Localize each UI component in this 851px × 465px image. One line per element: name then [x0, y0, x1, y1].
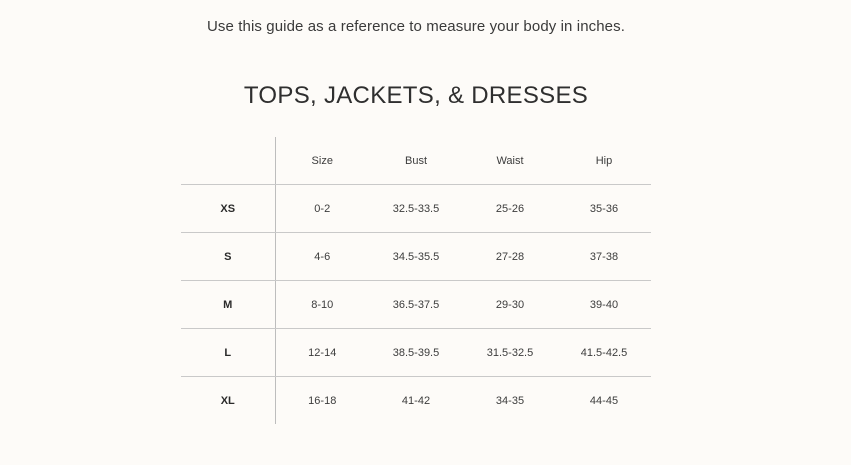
cell-bust: 34.5-35.5: [369, 233, 463, 281]
cell-waist: 27-28: [463, 233, 557, 281]
column-header-bust: Bust: [369, 137, 463, 185]
measure-guide-intro: Use this guide as a reference to measure your body in inches.: [207, 18, 625, 35]
column-header-waist: Waist: [463, 137, 557, 185]
cell-bust: 41-42: [401, 394, 431, 407]
row-label: M: [181, 281, 275, 329]
column-header-size: Size: [275, 137, 369, 185]
row-label: L: [181, 329, 275, 377]
table-row: [181, 377, 651, 425]
cell-hip: 35-36: [557, 185, 651, 233]
row-label: XL: [181, 377, 275, 425]
section-title: TOPS, JACKETS, & DRESSES: [243, 82, 589, 109]
row-label: XS: [181, 185, 275, 233]
cell-size: 16-18: [308, 394, 337, 407]
cell-size: 12-14: [275, 329, 369, 377]
cell-size: 0-2: [275, 185, 369, 233]
cell-waist: 34-35: [495, 394, 525, 407]
table-corner-cell: [181, 137, 275, 185]
cell-hip: 41.5-42.5: [557, 329, 651, 377]
cell-hip: 44-45: [589, 394, 619, 407]
cell-size: 4-6: [275, 233, 369, 281]
table-row: [181, 233, 651, 281]
cell-bust: 36.5-37.5: [369, 281, 463, 329]
table-row: [181, 329, 651, 377]
cell-hip: 37-38: [557, 233, 651, 281]
table-row: [181, 185, 651, 233]
cell-waist: 29-30: [463, 281, 557, 329]
table-row: [181, 281, 651, 329]
table-header-row: [181, 137, 651, 185]
cell-waist: 25-26: [463, 185, 557, 233]
cell-size: 8-10: [275, 281, 369, 329]
row-label: S: [181, 233, 275, 281]
cell-waist: 31.5-32.5: [463, 329, 557, 377]
cell-hip: 39-40: [557, 281, 651, 329]
size-chart-table: [181, 137, 651, 424]
cell-bust: 38.5-39.5: [369, 329, 463, 377]
column-header-hip: Hip: [557, 137, 651, 185]
cell-bust: 32.5-33.5: [369, 185, 463, 233]
